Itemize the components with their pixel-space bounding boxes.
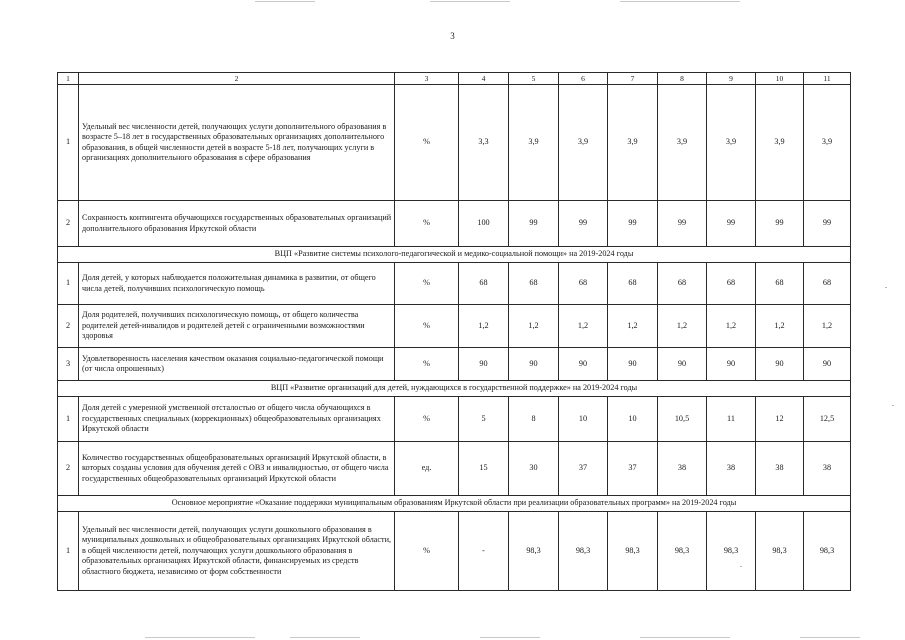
scan-artifact-bottom (480, 637, 540, 638)
unit-cell: % (395, 201, 459, 247)
value-cell: 99 (658, 201, 707, 247)
value-cell: 99 (756, 201, 804, 247)
header-cell: 4 (459, 73, 509, 85)
indicator-name: Удовлетворенность населения качеством оказания социально-педагогической помощи (от числа опрошенных) (79, 348, 395, 381)
unit-cell: % (395, 348, 459, 381)
table-row (58, 442, 851, 496)
value-cell: 98,3 (608, 512, 658, 591)
value-cell: 38 (658, 442, 707, 496)
unit-cell: % (395, 85, 459, 201)
table-row (58, 201, 851, 247)
row-number: 1 (58, 512, 79, 591)
value-cell: 68 (756, 263, 804, 305)
value-cell: 90 (804, 348, 851, 381)
value-cell: 90 (756, 348, 804, 381)
section-title: ВЦП «Развитие организаций для детей, нуждающихся в государственной поддержке» на 2019-2024 годы (58, 381, 851, 397)
value-cell: - (459, 512, 509, 591)
value-cell: 90 (707, 348, 756, 381)
value-cell: 98,3 (707, 512, 756, 591)
value-cell: 1,2 (459, 305, 509, 348)
header-cell: 8 (658, 73, 707, 85)
row-number: 2 (58, 305, 79, 348)
table-row (58, 305, 851, 348)
table-row (58, 512, 851, 591)
value-cell: 3,9 (509, 85, 559, 201)
value-cell: 12 (756, 397, 804, 442)
value-cell: 1,2 (756, 305, 804, 348)
header-cell: 7 (608, 73, 658, 85)
value-cell: 68 (804, 263, 851, 305)
value-cell: 10 (608, 397, 658, 442)
row-number: 1 (58, 85, 79, 201)
value-cell: 90 (658, 348, 707, 381)
value-cell: 68 (559, 263, 608, 305)
indicator-name: Доля детей, у которых наблюдается положительная динамика в развитии, от общего числа детей, получивших психологическую помощь (79, 263, 395, 305)
row-number: 2 (58, 201, 79, 247)
scan-artifact-dot (892, 405, 894, 406)
header-cell: 3 (395, 73, 459, 85)
value-cell: 90 (608, 348, 658, 381)
header-cell: 11 (804, 73, 851, 85)
value-cell: 38 (804, 442, 851, 496)
value-cell: 90 (459, 348, 509, 381)
value-cell: 99 (559, 201, 608, 247)
value-cell: 90 (509, 348, 559, 381)
value-cell: 1,2 (559, 305, 608, 348)
row-number: 1 (58, 397, 79, 442)
value-cell: 3,9 (756, 85, 804, 201)
value-cell: 5 (459, 397, 509, 442)
value-cell: 68 (658, 263, 707, 305)
value-cell: 3,9 (559, 85, 608, 201)
section-row (58, 247, 851, 263)
value-cell: 68 (608, 263, 658, 305)
indicator-name: Удельный вес численности детей, получающих услуги дополнительного образования в возрасте 5–18 лет в государственных образовательных организациях дополнительного образования, в общей численности детей в возрасте 5-18 лет, получающих услуги в организациях дополнительного образования в сфере образования (79, 85, 395, 201)
value-cell: 98,3 (509, 512, 559, 591)
scan-artifact-dot (885, 287, 887, 288)
indicators-table (57, 72, 851, 591)
value-cell: 1,2 (509, 305, 559, 348)
value-cell: 3,9 (608, 85, 658, 201)
value-cell: 1,2 (707, 305, 756, 348)
value-cell: 68 (509, 263, 559, 305)
header-cell: 9 (707, 73, 756, 85)
value-cell: 68 (459, 263, 509, 305)
table-row (58, 263, 851, 305)
section-title: Основное мероприятие «Оказание поддержки муниципальным образованиям Иркутской области при реализации образовательных программ» на 2019-2024 годы (58, 496, 851, 512)
value-cell: 98,3 (658, 512, 707, 591)
value-cell: 1,2 (804, 305, 851, 348)
scan-artifact-bottom (640, 637, 730, 638)
value-cell: 30 (509, 442, 559, 496)
value-cell: 38 (707, 442, 756, 496)
value-cell: 15 (459, 442, 509, 496)
table-row (58, 397, 851, 442)
value-cell: 98,3 (559, 512, 608, 591)
value-cell: 38 (756, 442, 804, 496)
value-cell: 68 (707, 263, 756, 305)
value-cell: 3,9 (707, 85, 756, 201)
section-row (58, 381, 851, 397)
unit-cell: % (395, 512, 459, 591)
value-cell: 99 (608, 201, 658, 247)
row-number: 1 (58, 263, 79, 305)
row-number: 3 (58, 348, 79, 381)
value-cell: 10,5 (658, 397, 707, 442)
value-cell: 98,3 (756, 512, 804, 591)
value-cell: 99 (707, 201, 756, 247)
value-cell: 100 (459, 201, 509, 247)
value-cell: 99 (509, 201, 559, 247)
value-cell: 37 (559, 442, 608, 496)
value-cell: 37 (608, 442, 658, 496)
scan-artifact-top (255, 1, 315, 2)
value-cell: 1,2 (608, 305, 658, 348)
header-cell: 6 (559, 73, 608, 85)
indicator-name: Количество государственных общеобразовательных организаций Иркутской области, в которых созданы условия для обучения детей с ОВЗ и инвалидностью, от общего числа государственных общеобразовательных организаций Иркутской области (79, 442, 395, 496)
value-cell: 8 (509, 397, 559, 442)
value-cell: 3,9 (804, 85, 851, 201)
value-cell: 98,3 (804, 512, 851, 591)
value-cell: 12,5 (804, 397, 851, 442)
value-cell: 1,2 (658, 305, 707, 348)
scan-artifact-top (430, 1, 510, 2)
section-title: ВЦП «Развитие системы психолого-педагогической и медико-социальной помощи» на 2019-2024 годы (58, 247, 851, 263)
header-cell: 10 (756, 73, 804, 85)
header-cell: 1 (58, 73, 79, 85)
value-cell: 11 (707, 397, 756, 442)
value-cell: 3,9 (658, 85, 707, 201)
indicator-name: Удельный вес численности детей, получающих услуги дошкольного образования в муниципальных дошкольных и общеобразовательных организациях Иркутской области, в общей численности детей, получающих услуги дошкольного образования в образовательных организациях Иркутской области, финансируемых из средств областного бюджета, независимо от форм собственности (79, 512, 395, 591)
scan-artifact-bottom (800, 637, 860, 638)
table-row (58, 348, 851, 381)
page-number: 3 (450, 31, 455, 41)
row-number: 2 (58, 442, 79, 496)
value-cell: 3,3 (459, 85, 509, 201)
unit-cell: ед. (395, 442, 459, 496)
scan-artifact-top (620, 1, 740, 2)
value-cell: 10 (559, 397, 608, 442)
indicator-name: Доля детей с умеренной умственной отсталостью от общего числа обучающихся в государственных специальных (коррекционных) общеобразовательных организациях Иркутской области (79, 397, 395, 442)
value-cell: 90 (559, 348, 608, 381)
scan-artifact-bottom (145, 637, 255, 638)
scan-artifact-bottom (290, 637, 360, 638)
indicator-name: Сохранность контингента обучающихся государственных образовательных организаций дополнительного образования Иркутской области (79, 201, 395, 247)
header-row (58, 73, 851, 85)
header-cell: 5 (509, 73, 559, 85)
header-cell: 2 (79, 73, 395, 85)
value-cell: 99 (804, 201, 851, 247)
unit-cell: % (395, 263, 459, 305)
unit-cell: % (395, 305, 459, 348)
unit-cell: % (395, 397, 459, 442)
section-row (58, 496, 851, 512)
table-row (58, 85, 851, 201)
indicator-name: Доля родителей, получивших психологическую помощь, от общего количества родителей детей-инвалидов и родителей детей с ограниченными возможностями здоровья (79, 305, 395, 348)
